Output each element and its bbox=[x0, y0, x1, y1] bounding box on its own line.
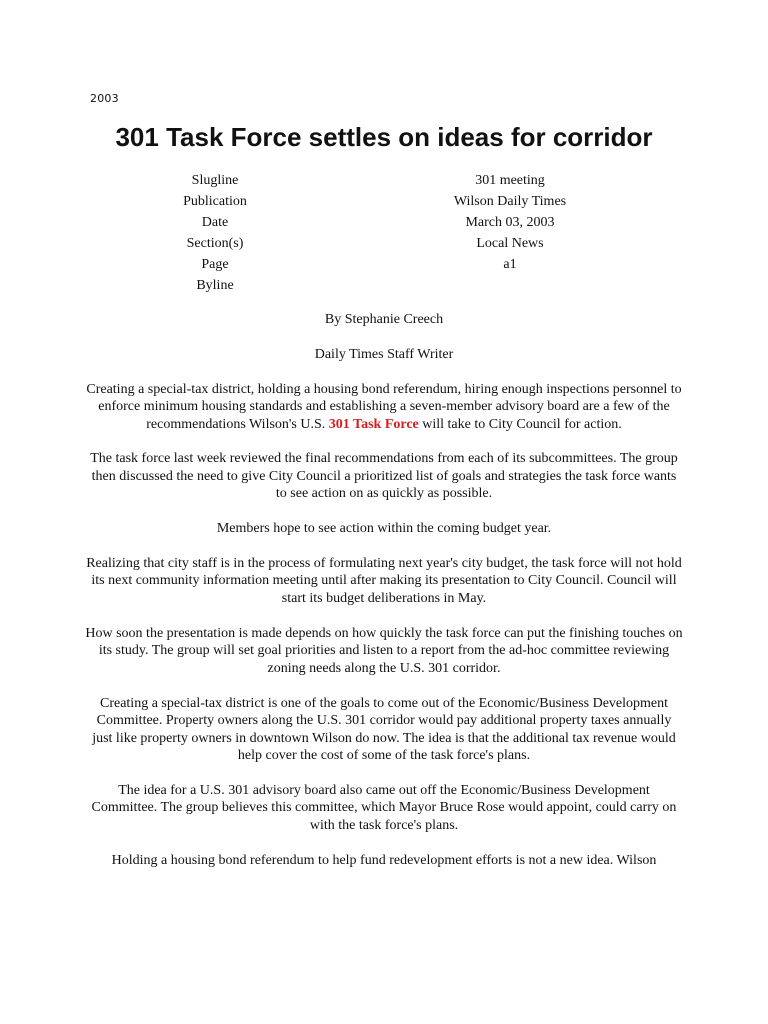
paragraph-text: will take to City Council for action. bbox=[418, 416, 622, 432]
staff-writer-paragraph: Daily Times Staff Writer bbox=[314, 346, 454, 362]
meta-row-slugline bbox=[0, 171, 768, 192]
meta-label: Page bbox=[201, 257, 229, 272]
meta-row-date bbox=[0, 213, 768, 234]
article-headline: 301 Task Force settles on ideas for corridor bbox=[115, 122, 653, 152]
meta-value: a1 bbox=[503, 257, 517, 272]
meta-value: 301 meeting bbox=[475, 173, 545, 188]
paragraph-text: Creating a special-tax district, holding a housing bond referendum, hiring enough inspections personnel to enforce minimum housing standards and establishing a seven-member advisory board are a few of the recommendations Wilson's U.S. bbox=[86, 381, 682, 432]
meta-label: Slugline bbox=[191, 173, 239, 188]
meta-label: Publication bbox=[183, 194, 247, 209]
article-body bbox=[85, 311, 683, 886]
body-paragraph-5: How soon the presentation is made depends on how quickly the task force can put the finishing touches on its study. The group will set goal priorities and listen to a report from the ad-hoc committee reviewing zoning needs along the U.S. 301 corridor. bbox=[85, 625, 683, 676]
body-paragraph-1 bbox=[85, 381, 683, 434]
body-paragraph-7: The idea for a U.S. 301 advisory board also came out off the Economic/Business Development Committee. The group believes this committee, which Mayor Bruce Rose would appoint, could carry on with the task force's plans. bbox=[91, 782, 677, 833]
meta-value: March 03, 2003 bbox=[465, 215, 555, 230]
meta-row-sections bbox=[0, 234, 768, 255]
article-metadata-table bbox=[0, 171, 768, 297]
body-paragraph-6: Creating a special-tax district is one of the goals to come out of the Economic/Business Development Committee. Property owners along the U.S. 301 corridor would pay additional property taxes annually just like property owners in downtown Wilson do now. The idea is that the additional tax revenue would help cover the cost of some of the task force's plans. bbox=[92, 695, 676, 764]
publication-year: 2003 bbox=[90, 92, 119, 105]
body-paragraph-4: Realizing that city staff is in the process of formulating next year's city budget, the task force will not hold its next community information meeting until after making its presentation to City Council. Council will start its budget deliberations in May. bbox=[86, 555, 682, 606]
body-paragraph-8: Holding a housing bond referendum to help fund redevelopment efforts is not a new idea. Wilson bbox=[111, 852, 657, 868]
meta-row-page bbox=[0, 255, 768, 276]
body-paragraph-2: The task force last week reviewed the final recommendations from each of its subcommittees. The group then discussed the need to give City Council a prioritized list of goals and strategies the task force wants to see action on as quickly as possible. bbox=[90, 451, 678, 502]
meta-label: Byline bbox=[196, 278, 234, 293]
meta-row-byline bbox=[0, 276, 768, 297]
search-term-highlight: 301 Task Force bbox=[328, 416, 419, 432]
meta-label: Date bbox=[201, 215, 229, 230]
meta-value: Wilson Daily Times bbox=[453, 194, 567, 209]
meta-value: Local News bbox=[476, 236, 544, 251]
body-paragraph-3: Members hope to see action within the coming budget year. bbox=[216, 521, 552, 537]
meta-row-publication bbox=[0, 192, 768, 213]
meta-label: Section(s) bbox=[186, 236, 244, 251]
byline-paragraph: By Stephanie Creech bbox=[324, 312, 444, 327]
